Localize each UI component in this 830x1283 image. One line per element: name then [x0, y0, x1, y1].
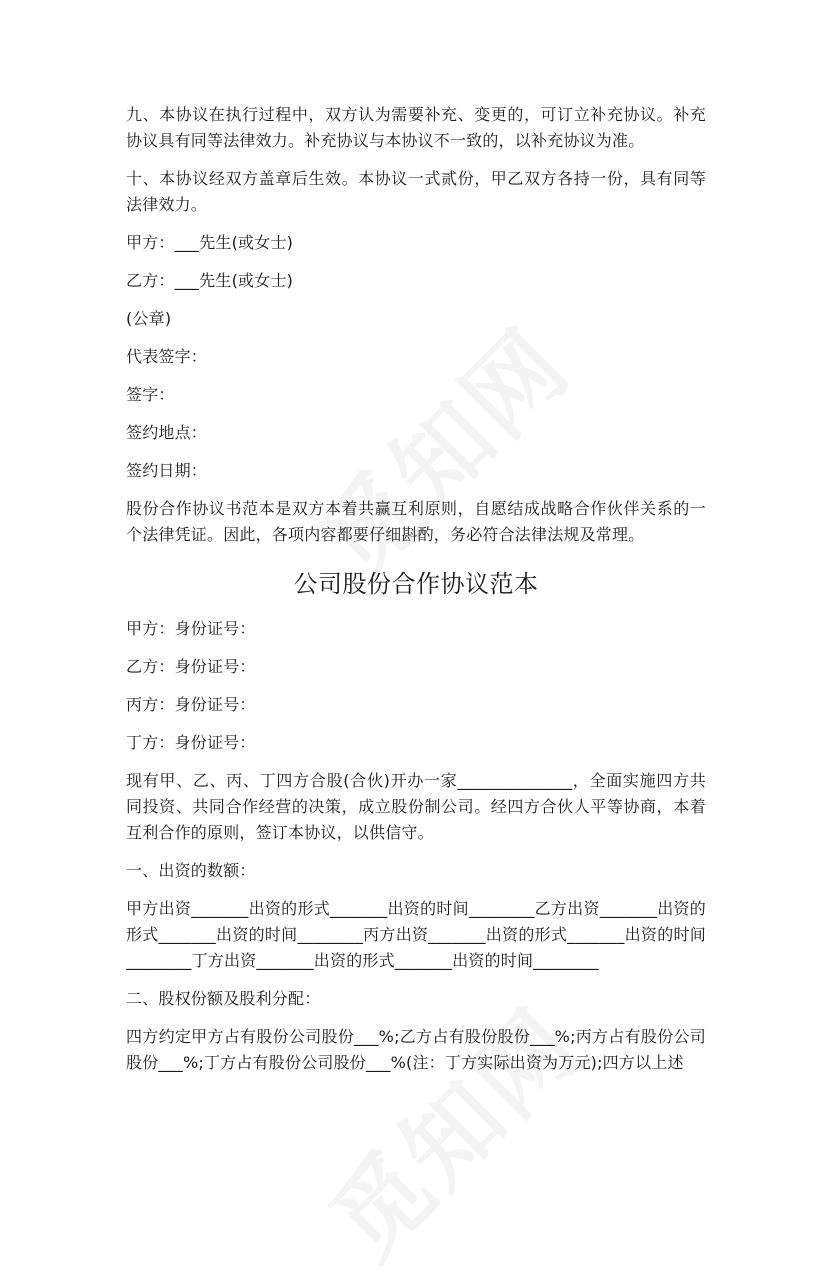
party-d-id-line: 丁方：身份证号：	[126, 733, 256, 752]
share-allocation-paragraph: 四方约定甲方占有股份公司股份___%;乙方占有股份股份___%;丙方占有股份公司股份___%;丁方占有股份公司股份___%(注：丁方实际出资为万元);四方以上述	[126, 1027, 706, 1072]
party-c-id-line: 丙方：身份证号：	[126, 695, 256, 714]
preamble-paragraph: 现有甲、乙、丙、丁四方合股(合伙)开办一家______________，全面实施四方共同投资、共同合作经营的决策，成立股份制公司。经四方合伙人平等协商，本着互利合作的原则，签订本协议，以供信守。	[126, 771, 706, 842]
clause-ten: 十、本协议经双方盖章后生效。本协议一式贰份，甲乙双方各持一份，具有同等法律效力。	[126, 169, 706, 214]
section-title: 公司股份合作协议范本	[293, 570, 539, 598]
party-a-signature-line: 甲方：___先生(或女士)	[126, 233, 294, 252]
signing-date-line: 签约日期：	[126, 461, 208, 480]
signing-location-line: 签约地点：	[126, 423, 208, 442]
document-body	[126, 102, 706, 1088]
party-b-id-line: 乙方：身份证号：	[126, 657, 256, 676]
party-b-signature-line: 乙方：___先生(或女士)	[126, 271, 294, 290]
official-seal-line: (公章)	[126, 309, 172, 328]
representative-signature-line: 代表签字：	[126, 347, 208, 366]
capital-contribution-paragraph: 甲方出资_______出资的形式_______出资的时间________乙方出资_______出资的形式_______出资的时间________丙方出资_______出资的形式_______出资的时间________丁方出资_______出资的形式_______出资的时间________	[126, 899, 706, 970]
clause-two-heading: 二、股权份额及股利分配：	[126, 989, 321, 1008]
intro-paragraph: 股份合作协议书范本是双方本着共赢互利原则，自愿结成战略合作伙伴关系的一个法律凭证。因此，各项内容都要仔细斟酌，务必符合法律法规及常理。	[126, 499, 706, 544]
clause-one-heading: 一、出资的数额：	[126, 861, 256, 880]
signature-line: 签字：	[126, 385, 175, 404]
clause-nine: 九、本协议在执行过程中，双方认为需要补充、变更的，可订立补充协议。补充协议具有同等法律效力。补充协议与本协议不一致的，以补充协议为准。	[126, 105, 706, 150]
party-a-id-line: 甲方：身份证号：	[126, 619, 256, 638]
